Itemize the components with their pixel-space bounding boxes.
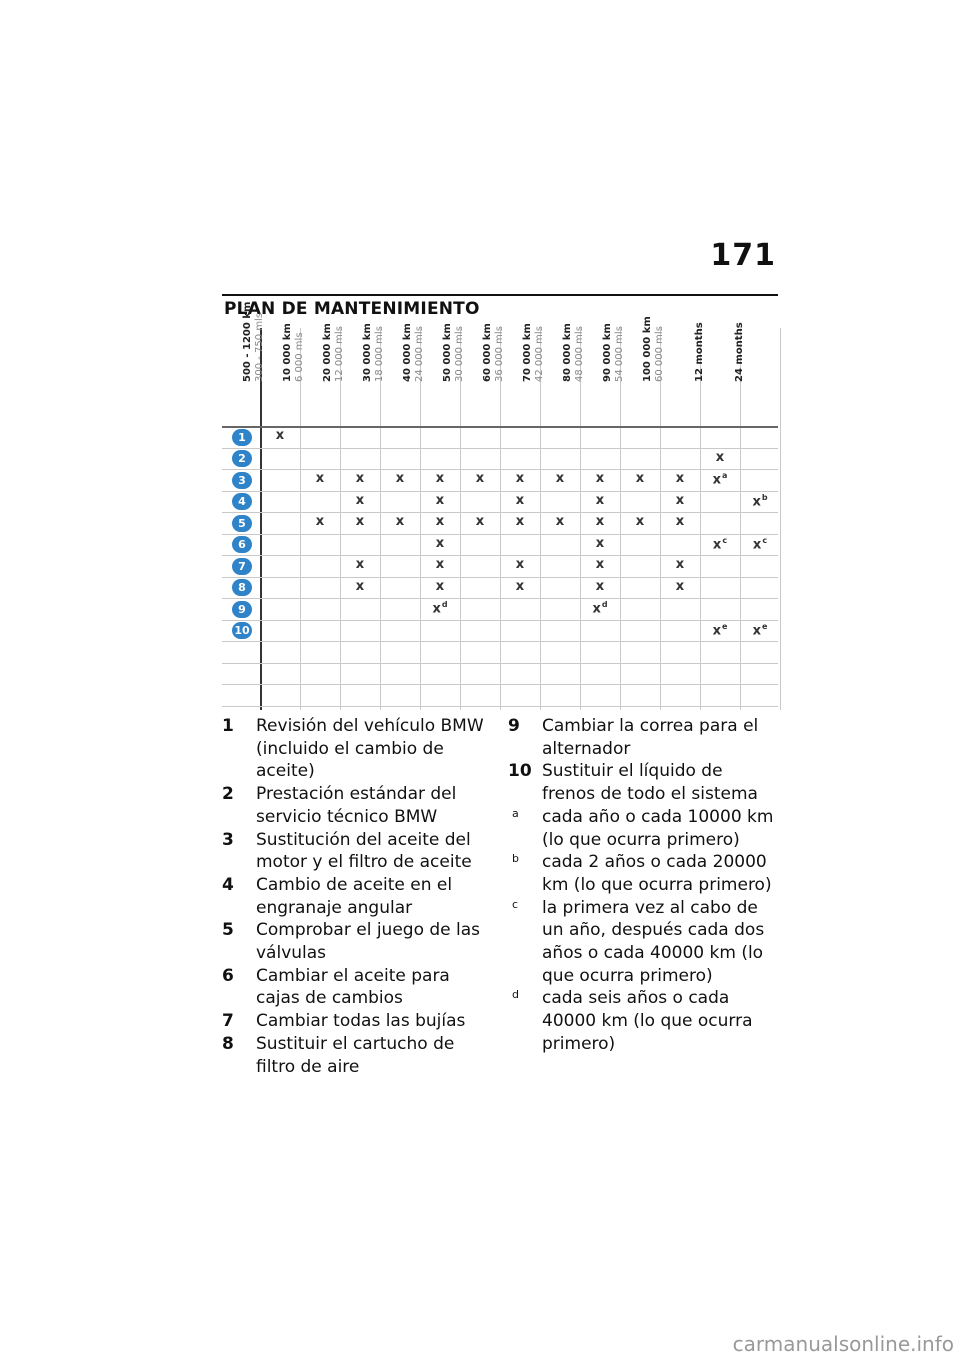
row-number-badge: 2 — [232, 450, 252, 467]
footnote-ref: a — [721, 471, 728, 480]
maintenance-mark: x — [435, 535, 445, 551]
column-header-miles: 54 000 mls — [614, 326, 625, 382]
legend-item — [222, 1010, 492, 1033]
row-number-badge: 8 — [232, 579, 252, 596]
maintenance-mark: $x^e$ — [712, 621, 728, 638]
watermark: carmanualsonline.info — [732, 1332, 954, 1356]
footnote-ref: e — [721, 621, 728, 631]
legend-item — [222, 965, 492, 1010]
row-divider — [222, 448, 778, 449]
legend-text: Prestación estándar del servicio técnico BMW — [256, 784, 457, 827]
row-number-badge: 6 — [232, 536, 252, 553]
footnote-ref: c — [762, 535, 768, 545]
maintenance-mark: x — [595, 514, 605, 529]
footnote-item — [508, 851, 778, 896]
column-header-interval: 12 months — [694, 322, 705, 382]
footnote-item — [508, 806, 778, 851]
column-header-miles: 36 000 mls — [494, 326, 505, 382]
footnote-ref: d — [441, 600, 448, 609]
footnote-letter: b — [512, 852, 519, 866]
column-header-miles: 12 000 mls — [334, 326, 345, 382]
legend-item — [222, 1033, 492, 1078]
maintenance-mark: $x^c$ — [712, 535, 728, 552]
maintenance-mark: x — [355, 492, 365, 508]
column-header-interval: 60 000 km — [482, 323, 493, 382]
legend-number: 8 — [222, 1033, 234, 1054]
column-header-interval: 10 000 km — [282, 323, 293, 382]
row-divider — [222, 534, 778, 535]
legend-item — [222, 783, 492, 828]
row-divider — [222, 577, 778, 578]
footnote-letter: a — [512, 806, 519, 820]
column-divider — [780, 328, 781, 710]
legend-item — [508, 760, 778, 805]
legend-text: Cambiar todas las bujías — [256, 1011, 466, 1032]
legend-number: 9 — [508, 716, 520, 736]
maintenance-mark: x — [515, 492, 525, 508]
maintenance-mark: $x^d$ — [432, 600, 448, 617]
column-header-interval: 100 000 km — [642, 316, 653, 382]
legend-number: 5 — [222, 920, 234, 941]
column-header-miles: 48 000 mls — [574, 326, 585, 382]
row-number-badge: 10 — [232, 622, 252, 639]
section-title: PLAN DE MANTENIMIENTO — [224, 299, 480, 319]
maintenance-mark: x — [635, 514, 645, 529]
column-header-miles: 42 000 mls — [534, 326, 545, 382]
row-divider — [222, 555, 778, 556]
maintenance-mark: x — [435, 492, 445, 508]
legend-item — [222, 874, 492, 919]
row-number-badge: 4 — [232, 493, 252, 510]
column-header-interval: 20 000 km — [322, 323, 333, 382]
maintenance-mark: x — [675, 492, 685, 508]
column-header — [734, 322, 780, 424]
maintenance-mark: x — [675, 578, 685, 594]
maintenance-mark: x — [675, 514, 685, 529]
maintenance-mark: x — [435, 514, 445, 529]
maintenance-mark: x — [475, 471, 485, 486]
footnote-letter: d — [512, 988, 519, 1002]
row-divider — [222, 491, 778, 492]
maintenance-mark: x — [435, 557, 445, 572]
legend-text: cada seis años o cada 40000 km (lo que ocurra primero) — [542, 988, 753, 1054]
row-number-badge: 9 — [232, 601, 252, 618]
maintenance-mark: x — [435, 578, 445, 594]
row-divider — [222, 512, 778, 513]
legend-text: cada 2 años o cada 20000 km (lo que ocurra primero) — [542, 852, 772, 895]
legend-text: Sustituir el cartucho de filtro de aire — [256, 1033, 455, 1077]
column-header-miles: 24 000 mls — [414, 326, 425, 382]
legend-left — [222, 715, 492, 1078]
column-header-interval: 70 000 km — [522, 323, 533, 382]
maintenance-mark: x — [355, 471, 365, 486]
legend-item — [508, 715, 778, 760]
row-divider — [222, 706, 778, 707]
maintenance-mark: x — [275, 428, 285, 443]
column-header-interval: 40 000 km — [402, 323, 413, 382]
row-number-badge: 1 — [232, 429, 252, 446]
column-header-interval: 500 - 1200 km — [242, 301, 253, 382]
legend-number: 10 — [508, 761, 532, 782]
row-number-badge: 3 — [232, 472, 252, 489]
row-divider — [222, 598, 778, 599]
maintenance-mark: x — [515, 578, 525, 594]
legend-text: Sustituir el líquido de frenos de todo el sistema — [542, 761, 758, 805]
maintenance-mark: x — [595, 578, 605, 594]
legend-text: Cambiar la correa para el alternador — [542, 716, 759, 759]
maintenance-mark: x — [595, 471, 605, 486]
maintenance-mark: x — [675, 557, 685, 572]
maintenance-mark: x — [715, 449, 725, 465]
column-header-miles: 30 000 mls — [454, 326, 465, 382]
legend-item — [222, 715, 492, 783]
maintenance-mark: x — [555, 471, 565, 486]
column-header-interval: 24 months — [734, 322, 745, 382]
maintenance-mark: x — [595, 492, 605, 508]
row-divider — [222, 684, 778, 685]
footnote-ref: d — [601, 600, 608, 609]
legend-text: la primera vez al cabo de un año, después cada dos años o cada 40000 km (lo que ocurra primero) — [542, 897, 765, 986]
row-divider — [222, 426, 778, 428]
maintenance-mark: x — [515, 471, 525, 486]
legend-number: 7 — [222, 1011, 234, 1032]
maintenance-mark: x — [635, 471, 645, 486]
maintenance-mark: $x^a$ — [712, 471, 728, 488]
maintenance-mark: x — [555, 514, 565, 529]
row-number-badge: 7 — [232, 558, 252, 575]
column-header-interval: 80 000 km — [562, 323, 573, 382]
legend-text: Comprobar el juego de las válvulas — [256, 920, 481, 964]
footnote-ref: e — [761, 621, 768, 631]
legend-item — [222, 829, 492, 874]
maintenance-mark: x — [395, 471, 405, 486]
row-divider — [222, 469, 778, 470]
maintenance-mark: $x^e$ — [752, 621, 768, 638]
legend-text: cada año o cada 10000 km (lo que ocurra primero) — [542, 806, 774, 850]
footnote-ref: b — [761, 492, 768, 502]
maintenance-mark: x — [515, 514, 525, 529]
row-number-badge: 5 — [232, 515, 252, 532]
maintenance-mark: x — [315, 471, 325, 486]
footnote-item — [508, 987, 778, 1055]
footnote-ref: c — [722, 535, 728, 545]
column-header-miles: 60 000 mls — [654, 326, 665, 382]
maintenance-mark: $x^b$ — [752, 492, 768, 509]
title-rule — [222, 294, 778, 296]
page-number: 171 — [710, 238, 776, 273]
legend-number: 1 — [222, 716, 234, 736]
legend-text: Cambiar el aceite para cajas de cambios — [256, 965, 450, 1009]
legend-number: 6 — [222, 965, 234, 986]
maintenance-mark: x — [355, 514, 365, 529]
column-header-interval: 90 000 km — [602, 323, 613, 382]
maintenance-mark: x — [355, 578, 365, 594]
column-header-interval: 30 000 km — [362, 323, 373, 382]
maintenance-mark: x — [355, 557, 365, 572]
maintenance-mark: $x^d$ — [592, 600, 608, 617]
maintenance-mark: x — [475, 514, 485, 529]
maintenance-mark: x — [435, 471, 445, 486]
row-divider — [222, 620, 778, 621]
legend-number: 3 — [222, 829, 234, 850]
maintenance-mark: x — [395, 514, 405, 529]
legend-text: Cambio de aceite en el engranaje angular — [256, 874, 453, 918]
legend-item — [222, 919, 492, 964]
maintenance-mark: x — [595, 535, 605, 551]
column-header-interval: 50 000 km — [442, 323, 453, 382]
legend-number: 2 — [222, 784, 234, 805]
legend-right — [508, 715, 778, 1056]
footnote-item — [508, 897, 778, 988]
column-header-miles: 18 000 mls — [374, 326, 385, 382]
maintenance-mark: x — [515, 557, 525, 572]
column-header-miles: 300 - 750 mls — [254, 312, 265, 382]
maintenance-mark: x — [675, 471, 685, 486]
legend-text: Sustitución del aceite del motor y el filtro de aceite — [256, 829, 472, 873]
footnote-letter: c — [512, 897, 519, 911]
maintenance-mark: x — [595, 557, 605, 572]
column-header-miles: 6 000 mls — [294, 332, 305, 382]
row-divider — [222, 641, 778, 642]
maintenance-mark: x — [315, 514, 325, 529]
row-divider — [222, 663, 778, 664]
legend-text: Revisión del vehículo BMW (incluido el cambio de aceite) — [256, 716, 484, 782]
maintenance-mark: $x^c$ — [752, 535, 768, 552]
legend-number: 4 — [222, 874, 234, 895]
